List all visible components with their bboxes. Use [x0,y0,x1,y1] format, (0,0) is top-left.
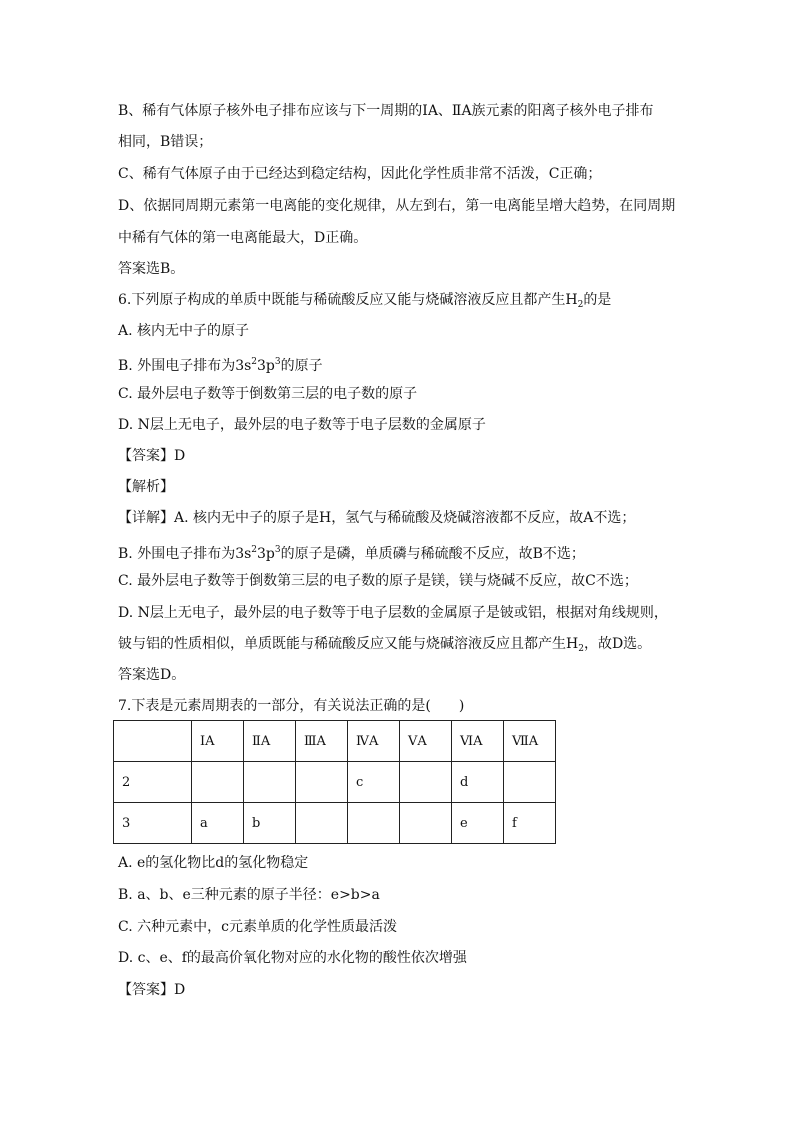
subscript: 2 [577,300,584,310]
table-row [114,721,556,762]
detail-b-text: B. 外围电子排布为3s [118,546,252,562]
table-cell [192,762,244,803]
option-d: D. N层上无电子，最外层的电子数等于电子层数的金属原子 [118,417,486,433]
text-line: B、稀有气体原子核外电子排布应该与下一周期的ⅠA、ⅡA族元素的阳离子核外电子排布 [118,103,654,119]
q7-option-c: C. 六种元素中，c元素单质的化学性质最活泼 [118,919,397,935]
superscript: 2 [251,357,258,367]
text-line: C、稀有气体原子由于已经达到稳定结构，因此化学性质非常不活泼，C正确； [118,166,602,182]
option-a: A. 核内无中子的原子 [118,323,250,339]
question-6-text-end: 的是 [583,292,612,308]
option-b-text: B. 外围电子排布为3s [118,358,252,374]
option-b-text: 的原子 [280,358,323,374]
detail-b-text: 的原子是磷，单质磷与稀硫酸不反应，故B不选； [280,546,585,562]
detail-d-cont [118,634,651,659]
superscript: 3 [274,357,281,367]
superscript: 2 [251,545,258,555]
table-cell: ⅣA [348,721,400,762]
question-7: 7.下表是元素周期表的一部分，有关说法正确的是( ) [118,698,465,714]
periodic-table [113,720,556,844]
table-cell: e [452,803,504,844]
table-cell: a [192,803,244,844]
table-cell [244,762,296,803]
option-c: C. 最外层电子数等于倒数第三层的电子数的原子 [118,386,418,402]
detail-d: D. N层上无电子，最外层的电子数等于电子层数的金属原子是铍或铝，根据对角线规则， [118,605,668,621]
detail-b-text: 3p [257,546,275,562]
table-cell: ⅡA [244,721,296,762]
detail-a: 【详解】A. 核内无中子的原子是H，氢气与稀硫酸及烧碱溶液都不反应，故A不选； [118,510,636,526]
answer-label: 【答案】D [118,982,186,998]
text-line: 中稀有气体的第一电离能最大，D正确。 [118,230,368,246]
table-cell: 2 [114,762,192,803]
table-cell: 3 [114,803,192,844]
table-row [114,762,556,803]
table-cell: ⅥA [452,721,504,762]
question-6-text: 6.下列原子构成的单质中既能与稀硫酸反应又能与烧碱溶液反应且都产生H [118,292,578,308]
option-b-text: 3p [257,358,275,374]
question-6 [118,290,611,315]
q7-option-b: B. a、b、e三种元素的原子半径：e>b>a [118,887,380,903]
detail-d-text: 铍与铝的性质相似，单质既能与稀硫酸反应又能与烧碱溶液反应且都产生H [118,636,579,652]
table-cell [400,762,452,803]
answer-choice: 答案选D。 [118,667,186,683]
table-cell [296,762,348,803]
table-row [114,803,556,844]
table-cell: c [348,762,400,803]
q7-option-d: D. c、e、f的最高价氧化物对应的水化物的酸性依次增强 [118,950,467,966]
table-cell: d [452,762,504,803]
table-cell: f [504,803,556,844]
table-cell: ⅢA [296,721,348,762]
option-b [118,352,323,376]
table-cell [504,762,556,803]
detail-c: C. 最外层电子数等于倒数第三层的电子数的原子是镁，镁与烧碱不反应，故C不选； [118,573,638,589]
table-cell [348,803,400,844]
analysis-label: 【解析】 [118,479,174,495]
table-cell [114,721,192,762]
subscript: 2 [578,644,584,654]
q7-option-a: A. e的氢化物比d的氢化物稳定 [118,855,309,871]
superscript: 3 [274,545,281,555]
table-cell: ⅦA [504,721,556,762]
table-cell [400,803,452,844]
table-cell: b [244,803,296,844]
table-cell: ⅠA [192,721,244,762]
table-cell: ⅤA [400,721,452,762]
detail-b [118,540,585,564]
text-line: 相同，B错误； [118,134,213,150]
answer-label: 【答案】D [118,448,186,464]
text-line: D、依据同周期元素第一电离能的变化规律，从左到右，第一电离能呈增大趋势，在同周期 [118,198,676,214]
detail-d-text: ，故D选。 [583,636,652,652]
text-line: 答案选B。 [118,261,185,277]
table-cell [296,803,348,844]
